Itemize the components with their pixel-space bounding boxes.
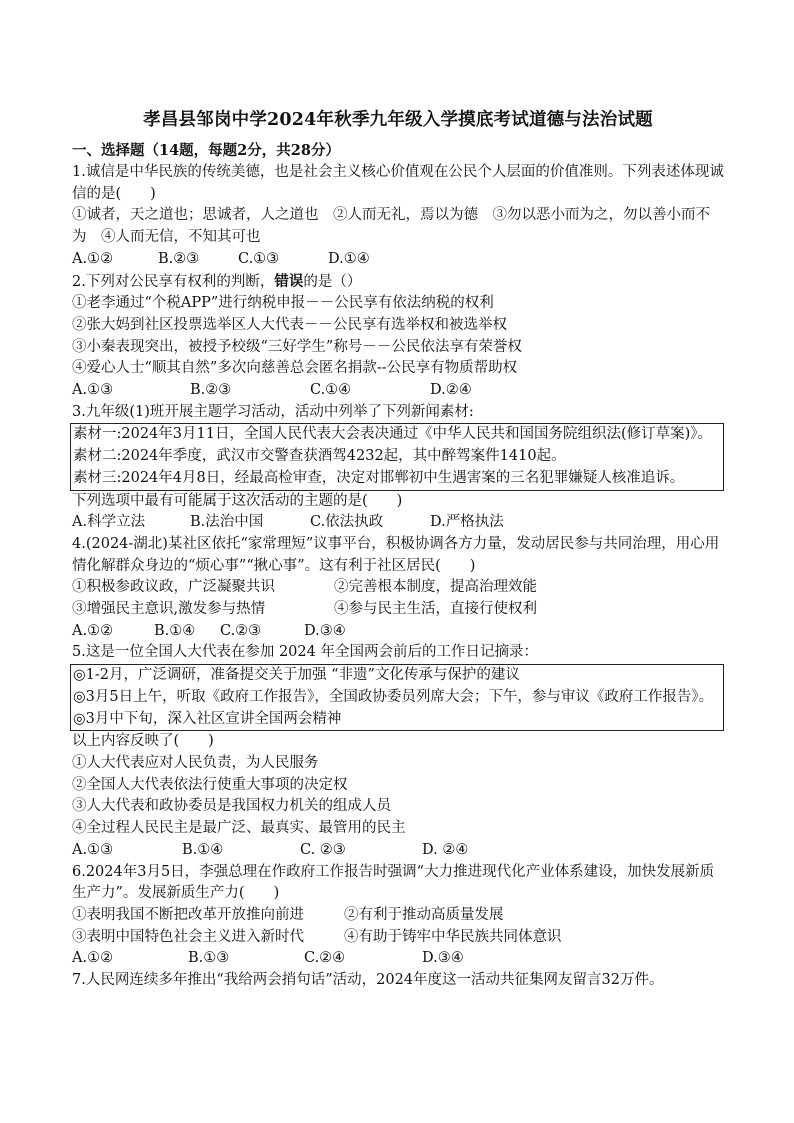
question-stem: 5.这是一位全国人大代表在参加 2024 年全国两会前后的工作日记摘录： <box>72 644 538 661</box>
option-c: C.①④ <box>310 382 352 399</box>
question-item: ③人大代表和政协委员是我国权力机关的组成人员 <box>72 798 391 815</box>
stem-emphasis: 错误 <box>274 272 304 290</box>
option-c: C.依法执政 <box>310 514 384 531</box>
question-item: ④爱心人士“顺其自然”多次向慈善总会匿名捐款--公民享有物质帮助权 <box>72 360 518 377</box>
question-item: ②完善根本制度，提高治理效能 <box>334 579 537 596</box>
question-item: ④有助于铸牢中华民族共同体意识 <box>344 928 562 945</box>
items-row <box>72 599 724 621</box>
question-stem: 1.诚信是中华民族的传统美德，也是社会主义核心价值观在公民个人层面的价值准则。下列表述体现诚信的是( ) <box>72 164 724 202</box>
question-stem: 3.九年级(1)班开展主题学习活动，活动中列举了下列新闻素材: <box>72 403 474 420</box>
option-a: A.①② <box>72 250 114 267</box>
question-item: ②有利于推动高质量发展 <box>344 906 504 923</box>
option-b: B.②③ <box>158 250 200 267</box>
material-item: 素材三:2024年4月8日，经最高检审查，决定对邯郸初中生遇害案的三名犯罪嫌疑人核准追诉。 <box>73 469 685 486</box>
question-6 <box>72 862 724 971</box>
question-item: ①人大代表应对人民负责，为人民服务 <box>72 754 319 771</box>
question-7 <box>72 970 724 992</box>
question-4 <box>72 534 724 643</box>
diary-entry: ◎3月5日上午，听取《政府工作报告》，全国政协委员列席大会；下午，参与审议《政府工作报告》。 <box>73 688 714 705</box>
option-b: B.②③ <box>190 382 232 399</box>
question-stem: 7.人民网连续多年推出“我给两会捎句话”活动，2024年度这一活动共征集网友留言32万件。 <box>72 972 664 989</box>
question-item: ③增强民主意识,激发参与热情 <box>72 601 266 618</box>
question-stem: 6.2024年3月5日，李强总理在作政府工作报告时强调“大力推进现代化产业体系建设，加快发展新质生产力”。发展新质生产力( ) <box>72 863 715 902</box>
question-item: ④参与民主生活，直接行使权利 <box>334 601 537 618</box>
options-row <box>72 512 724 534</box>
question-2 <box>72 271 724 402</box>
options-row <box>72 380 724 402</box>
option-c: C.①③ <box>238 250 280 267</box>
option-b: B.①④ <box>182 841 224 858</box>
question-stem: 4.(2024-湖北)某社区依托“家常理短”议事平台，积极协调各方力量，发动居民参与共同治理，用心用情化解群众身边的“烦心事”“揪心事”。这有利于社区居民( ) <box>72 535 720 574</box>
option-d: D.②④ <box>430 382 472 399</box>
diary-box <box>70 664 724 731</box>
option-b: B.①④ <box>154 622 196 639</box>
option-d: D.严格执法 <box>430 514 504 531</box>
option-a: A.①② <box>72 622 114 639</box>
options-row <box>72 249 724 271</box>
question-item: ①表明我国不断把改革开放推向前进 <box>72 906 304 923</box>
options-row <box>72 621 724 643</box>
material-item: 素材二:2024年季度，武汉市交警查获酒驾4232起，其中醉驾案件1410起。 <box>73 448 566 465</box>
option-c: C.②③ <box>220 622 262 639</box>
question-item: ④全过程人民民主是最广泛、最真实、最管用的民主 <box>72 820 406 837</box>
question-item: ③表明中国特色社会主义进入新时代 <box>72 928 304 945</box>
question-prompt: 以上内容反映了( ) <box>72 733 214 750</box>
question-item: ②张大妈到社区投票选举区人大代表－－公民享有选举权和被选举权 <box>72 316 507 333</box>
diary-entry: ◎3月中下旬，深入社区宣讲全国两会精神 <box>73 710 342 727</box>
option-a: A.①② <box>72 950 114 967</box>
question-item: ①积极参政议政，广泛凝聚共识 <box>72 579 275 596</box>
option-c: C.②④ <box>304 950 346 967</box>
question-item: ①老李通过“个税APP”进行纳税申报－－公民享有依法纳税的权利 <box>72 295 494 312</box>
options-row <box>72 840 724 862</box>
question-3 <box>72 402 724 534</box>
option-b: B.法治中国 <box>190 514 264 531</box>
options-row <box>72 948 724 970</box>
question-item: ①诚者，天之道也；思诚者，人之道也 ②人而无礼，焉以为德 ③勿以恶小而为之，勿以善小而不为 ④人而无信，不知其可也 <box>72 207 710 246</box>
question-5 <box>72 642 724 861</box>
option-c: C. ②③ <box>300 841 346 858</box>
question-1 <box>72 162 724 271</box>
items-row <box>72 927 724 949</box>
question-prompt: 下列选项中最有可能属于这次活动的主题的是( ) <box>72 492 403 509</box>
diary-entry: ◎1-2月，广泛调研，准备提交关于加强 “非遗”文化传承与保护的建议 <box>73 667 520 684</box>
page-title: 孝昌县邹岗中学2024年秋季九年级入学摸底考试道德与法治试题 <box>143 110 653 130</box>
section-heading: 一、选择题（14题，每题2分，共28分） <box>72 142 340 159</box>
question-item: ③小秦表现突出，被授予校级“三好学生”称号－－公民依法享有荣誉权 <box>72 338 522 355</box>
question-item: ②全国人大代表依法行使重大事项的决定权 <box>72 776 348 793</box>
items-row <box>72 577 724 599</box>
stem-text: 2.下列对公民享有权利的判断， <box>72 273 275 290</box>
option-a: A.科学立法 <box>72 514 146 531</box>
option-a: A.①③ <box>72 382 114 399</box>
option-a: A.①③ <box>72 841 114 858</box>
items-row <box>72 905 724 927</box>
option-d: D.③④ <box>304 622 346 639</box>
stem-text: 的是（） <box>303 273 362 290</box>
option-b: B.①③ <box>188 950 230 967</box>
material-item: 素材一:2024年3月11日，全国人民代表大会表决通过《中华人民共和国国务院组织法(修订草案)》。 <box>73 426 713 443</box>
question-stem <box>72 271 724 294</box>
option-d: D.③④ <box>422 950 464 967</box>
option-d: D. ②④ <box>422 841 469 858</box>
option-d: D.①④ <box>328 250 370 267</box>
material-box <box>70 423 724 490</box>
